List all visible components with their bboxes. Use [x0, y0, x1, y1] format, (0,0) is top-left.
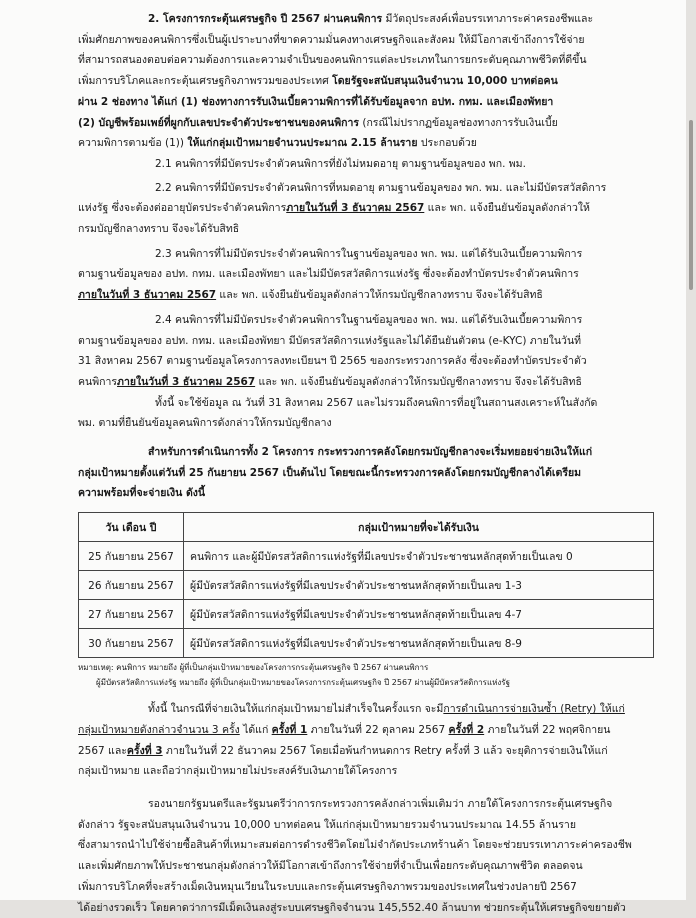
- table-row: [79, 542, 654, 571]
- paragraph-line: เพิ่มการบริโภคและกระตุ้นเศรษฐกิจภาพรวมของประเทศ โดยรัฐจะสนับสนุนเงินจำนวน 10,000 บาทต่อคน: [78, 75, 558, 88]
- item-2-2: 2.2 คนพิการที่มีบัตรประจำตัวคนพิการที่หมดอายุ ตามฐานข้อมูลของ พก. พม. และไม่มีบัตรสวัสดิการ แห่งรัฐ ซึ่งจะต้องต่ออายุบัตรประจำตัวคนพิการภายในวันที่ 3 ธันวาคม 2567 และ พก. แจ้งยืนยันข้อมูลดังกล่าวให้ กรมบัญชีกลางทราบ จึงจะได้รับสิทธิ: [78, 181, 607, 236]
- table-cell-date: 27 กันยายน 2567: [79, 600, 184, 629]
- table-header-row: [79, 513, 654, 542]
- table-footnote: หมายเหตุ: คนพิการ หมายถึง ผู้ที่เป็นกลุ่มเป้าหมายของโครงการกระตุ้นเศรษฐกิจ ปี 2567 ผ่านคนพิการ ผู้มีบัตรสวัสดิการแห่งรัฐ หมายถึง ผู้ที่เป็นกลุ่มเป้าหมายของโครงการกระตุ้นเศรษฐกิจ ปี 2567 ผ่านผู้มีบัตรสวัสดิการแห่งรัฐ: [78, 663, 510, 688]
- table-row: [79, 600, 654, 629]
- paragraph-line: เพิ่มศักยภาพของคนพิการซึ่งเป็นผู้เปราะบางที่ขาดความมั่นคงทางเศรษฐกิจและสังคม ให้มีโอกาสเข้าถึงการใช้จ่าย: [78, 33, 585, 46]
- payment-schedule-table: [78, 512, 654, 658]
- table-row: [79, 571, 654, 600]
- item-2-3: 2.3 คนพิการที่ไม่มีบัตรประจำตัวคนพิการในฐานข้อมูลของ พก. พม. แต่ได้รับเงินเบี้ยความพิการ ตามฐานข้อมูลของ อปท. กทม. และเมืองพัทยา และไม่มีบัตรสวัสดิการแห่งรัฐ ซึ่งจะต้องทำบัตรประจำตัวคนพิการ ภายในวันที่ 3 ธันวาคม 2567 และ พก. แจ้งยืนยันข้อมูลดังกล่าวให้กรมบัญชีกลางทราบ จึงจะได้รับสิทธิ: [78, 247, 583, 302]
- column-header-group: กลุ่มเป้าหมายที่จะได้รับเงิน: [184, 513, 654, 542]
- paragraph-line: (2) บัญชีพร้อมเพย์ที่ผูกกับเลขประจำตัวประชาชนของคนพิการ (กรณีไม่ปรากฏข้อมูลช่องทางการรับเงินเบี้ย: [78, 116, 558, 129]
- table-cell-group: ผู้มีบัตรสวัสดิการแห่งรัฐที่มีเลขประจำตัวประชาชนหลักสุดท้ายเป็นเลข 1-3: [184, 571, 654, 600]
- table-cell-date: 25 กันยายน 2567: [79, 542, 184, 571]
- item-2-4: 2.4 คนพิการที่ไม่มีบัตรประจำตัวคนพิการในฐานข้อมูลของ พก. พม. แต่ได้รับเงินเบี้ยความพิการ ตามฐานข้อมูลของ อปท. กทม. และเมืองพัทยา มีบัตรสวัสดิการแห่งรัฐและไม่ได้ยืนยันตัวตน (e-KYC) ภายในวันที่ 31 สิงหาคม 2567 ตามฐานข้อมูลโครงการลงทะเบียนฯ ปี 2565 ของกระทรวงการคลัง ซึ่งจะต้องทำบัตรประจำตัว คนพิการภายในวันที่ 3 ธันวาคม 2567 และ พก. แจ้งยืนยันข้อมูลดังกล่าวให้กรมบัญชีกลางทราบ จึงจะได้รับสิทธิ ทั้งนี้ จะใช้ข้อมูล ณ วันที่ 31 สิงหาคม 2567 และไม่รวมถึงคนพิการที่อยู่ในสถานสงเคราะห์ในสังกัด พม. ตามที่ยืนยันข้อมูลคนพิการดังกล่าวให้กรมบัญชีกลาง: [78, 313, 598, 430]
- table-cell-date: 26 กันยายน 2567: [79, 571, 184, 600]
- deadline-text: ภายในวันที่ 3 ธันวาคม 2567: [286, 202, 425, 215]
- item-2-1: 2.1 คนพิการที่มีบัตรประจำตัวคนพิการที่ยังไม่หมดอายุ ตามฐานข้อมูลของ พก. พม.: [155, 157, 526, 170]
- table-row: [79, 629, 654, 658]
- table-cell-date: 30 กันยายน 2567: [79, 629, 184, 658]
- vertical-scrollbar[interactable]: [686, 0, 696, 900]
- paragraph-line: ความพิการตามข้อ (1)) ให้แก่กลุ่มเป้าหมายจำนวนประมาณ 2.15 ล้านราย ประกอบด้วย: [78, 137, 477, 150]
- paragraph-line: ที่สามารถสนองตอบต่อความต้องการและความจำเป็นของคนพิการแต่ละประเภทในการยกระดับคุณภาพชีวิตที่ดีขึ้น: [78, 54, 587, 67]
- implementation-paragraph: สำหรับการดำเนินการทั้ง 2 โครงการ กระทรวงการคลังโดยกรมบัญชีกลางจะเริ่มทยอยจ่ายเงินให้แก่ กลุ่มเป้าหมายตั้งแต่วันที่ 25 กันยายน 2567 เป็นต้นไป โดยขณะนี้กระทรวงการคลังโดยกรมบัญชีกลางได้เตรียม ความพร้อมที่จะจ่ายเงิน ดังนี้: [78, 446, 593, 500]
- paragraph-line: ผ่าน 2 ช่องทาง ได้แก่ (1) ช่องทางการรับเงินเบี้ยความพิการที่ได้รับข้อมูลจาก อปท. กทม. และเมืองพัทยา: [78, 95, 554, 108]
- deadline-text: ภายในวันที่ 3 ธันวาคม 2567: [78, 289, 217, 302]
- section-heading: 2. โครงการกระตุ้นเศรษฐกิจ ปี 2567 ผ่านคนพิการ: [148, 13, 383, 25]
- closing-paragraph: รองนายกรัฐมนตรีและรัฐมนตรีว่าการกระทรวงการคลังกล่าวเพิ่มเติมว่า ภายใต้โครงการกระตุ้นเศรษฐกิจ ดังกล่าว รัฐจะสนับสนุนเงินจำนวน 10,000 บาทต่อคน ให้แก่กลุ่มเป้าหมายรวมจำนวนประมาณ 14.55 ล้านราย ซึ่งสามารถนำไปใช้จ่ายซื้อสินค้าที่เหมาะสมต่อการดำรงชีวิตโดยไม่จำกัดประเภทร้านค้า โดยจะช่วยบรรเทาภาระค่าครองชีพ และเพิ่มศักยภาพให้ประชาชนกลุ่มดังกล่าวให้มีโอกาสเข้าถึงการใช้จ่ายที่จำเป็นเพื่อยกระดับคุณภาพชีวิต ตลอดจน เพิ่มการบริโภคที่จะสร้างเม็ดเงินหมุนเวียนในระบบและกระตุ้นเศรษฐกิจภาพรวมของประเทศในช่วงปลายปี 2567 ได้อย่างรวดเร็ว โดยคาดว่าการมีเม็ดเงินลงสู่ระบบเศรษฐกิจจำนวน 145,552.40 ล้านบาท ช่วยกระตุ้นให้เศรษฐกิจขยายตัว: [78, 797, 632, 914]
- table-cell-group: ผู้มีบัตรสวัสดิการแห่งรัฐที่มีเลขประจำตัวประชาชนหลักสุดท้ายเป็นเลข 4-7: [184, 600, 654, 629]
- retry-paragraph: ทั้งนี้ ในกรณีที่จ่ายเงินให้แก่กลุ่มเป้าหมายไม่สำเร็จในครั้งแรก จะมีการดำเนินการจ่ายเงินซ้ำ (Retry) ให้แก่ กลุ่มเป้าหมายดังกล่าวจำนวน 3 ครั้ง ได้แก่ ครั้งที่ 1 ภายในวันที่ 22 ตุลาคม 2567 ครั้งที่ 2 ภายในวันที่ 22 พฤศจิกายน 2567 และครั้งที่ 3 ภายในวันที่ 22 ธันวาคม 2567 โดยเมื่อพ้นกำหนดการ Retry ครั้งที่ 3 แล้ว จะยุติการจ่ายเงินให้แก่ กลุ่มเป้าหมาย และถือว่ากลุ่มเป้าหมายไม่ประสงค์รับเงินภายใต้โครงการ: [78, 703, 625, 778]
- paragraph-line: 2. โครงการกระตุ้นเศรษฐกิจ ปี 2567 ผ่านคนพิการ มีวัตถุประสงค์เพื่อบรรเทาภาระค่าครองชีพและ: [148, 13, 594, 25]
- column-header-date: วัน เดือน ปี: [79, 513, 184, 542]
- section-2-paragraph: [78, 9, 648, 154]
- scrollbar-thumb[interactable]: [689, 120, 693, 290]
- deadline-text: ภายในวันที่ 3 ธันวาคม 2567: [117, 375, 256, 388]
- document-body: [78, 0, 648, 918]
- table-cell-group: คนพิการ และผู้มีบัตรสวัสดิการแห่งรัฐที่มีเลขประจำตัวประชาชนหลักสุดท้ายเป็นเลข 0: [184, 542, 654, 571]
- table-cell-group: ผู้มีบัตรสวัสดิการแห่งรัฐที่มีเลขประจำตัวประชาชนหลักสุดท้ายเป็นเลข 8-9: [184, 629, 654, 658]
